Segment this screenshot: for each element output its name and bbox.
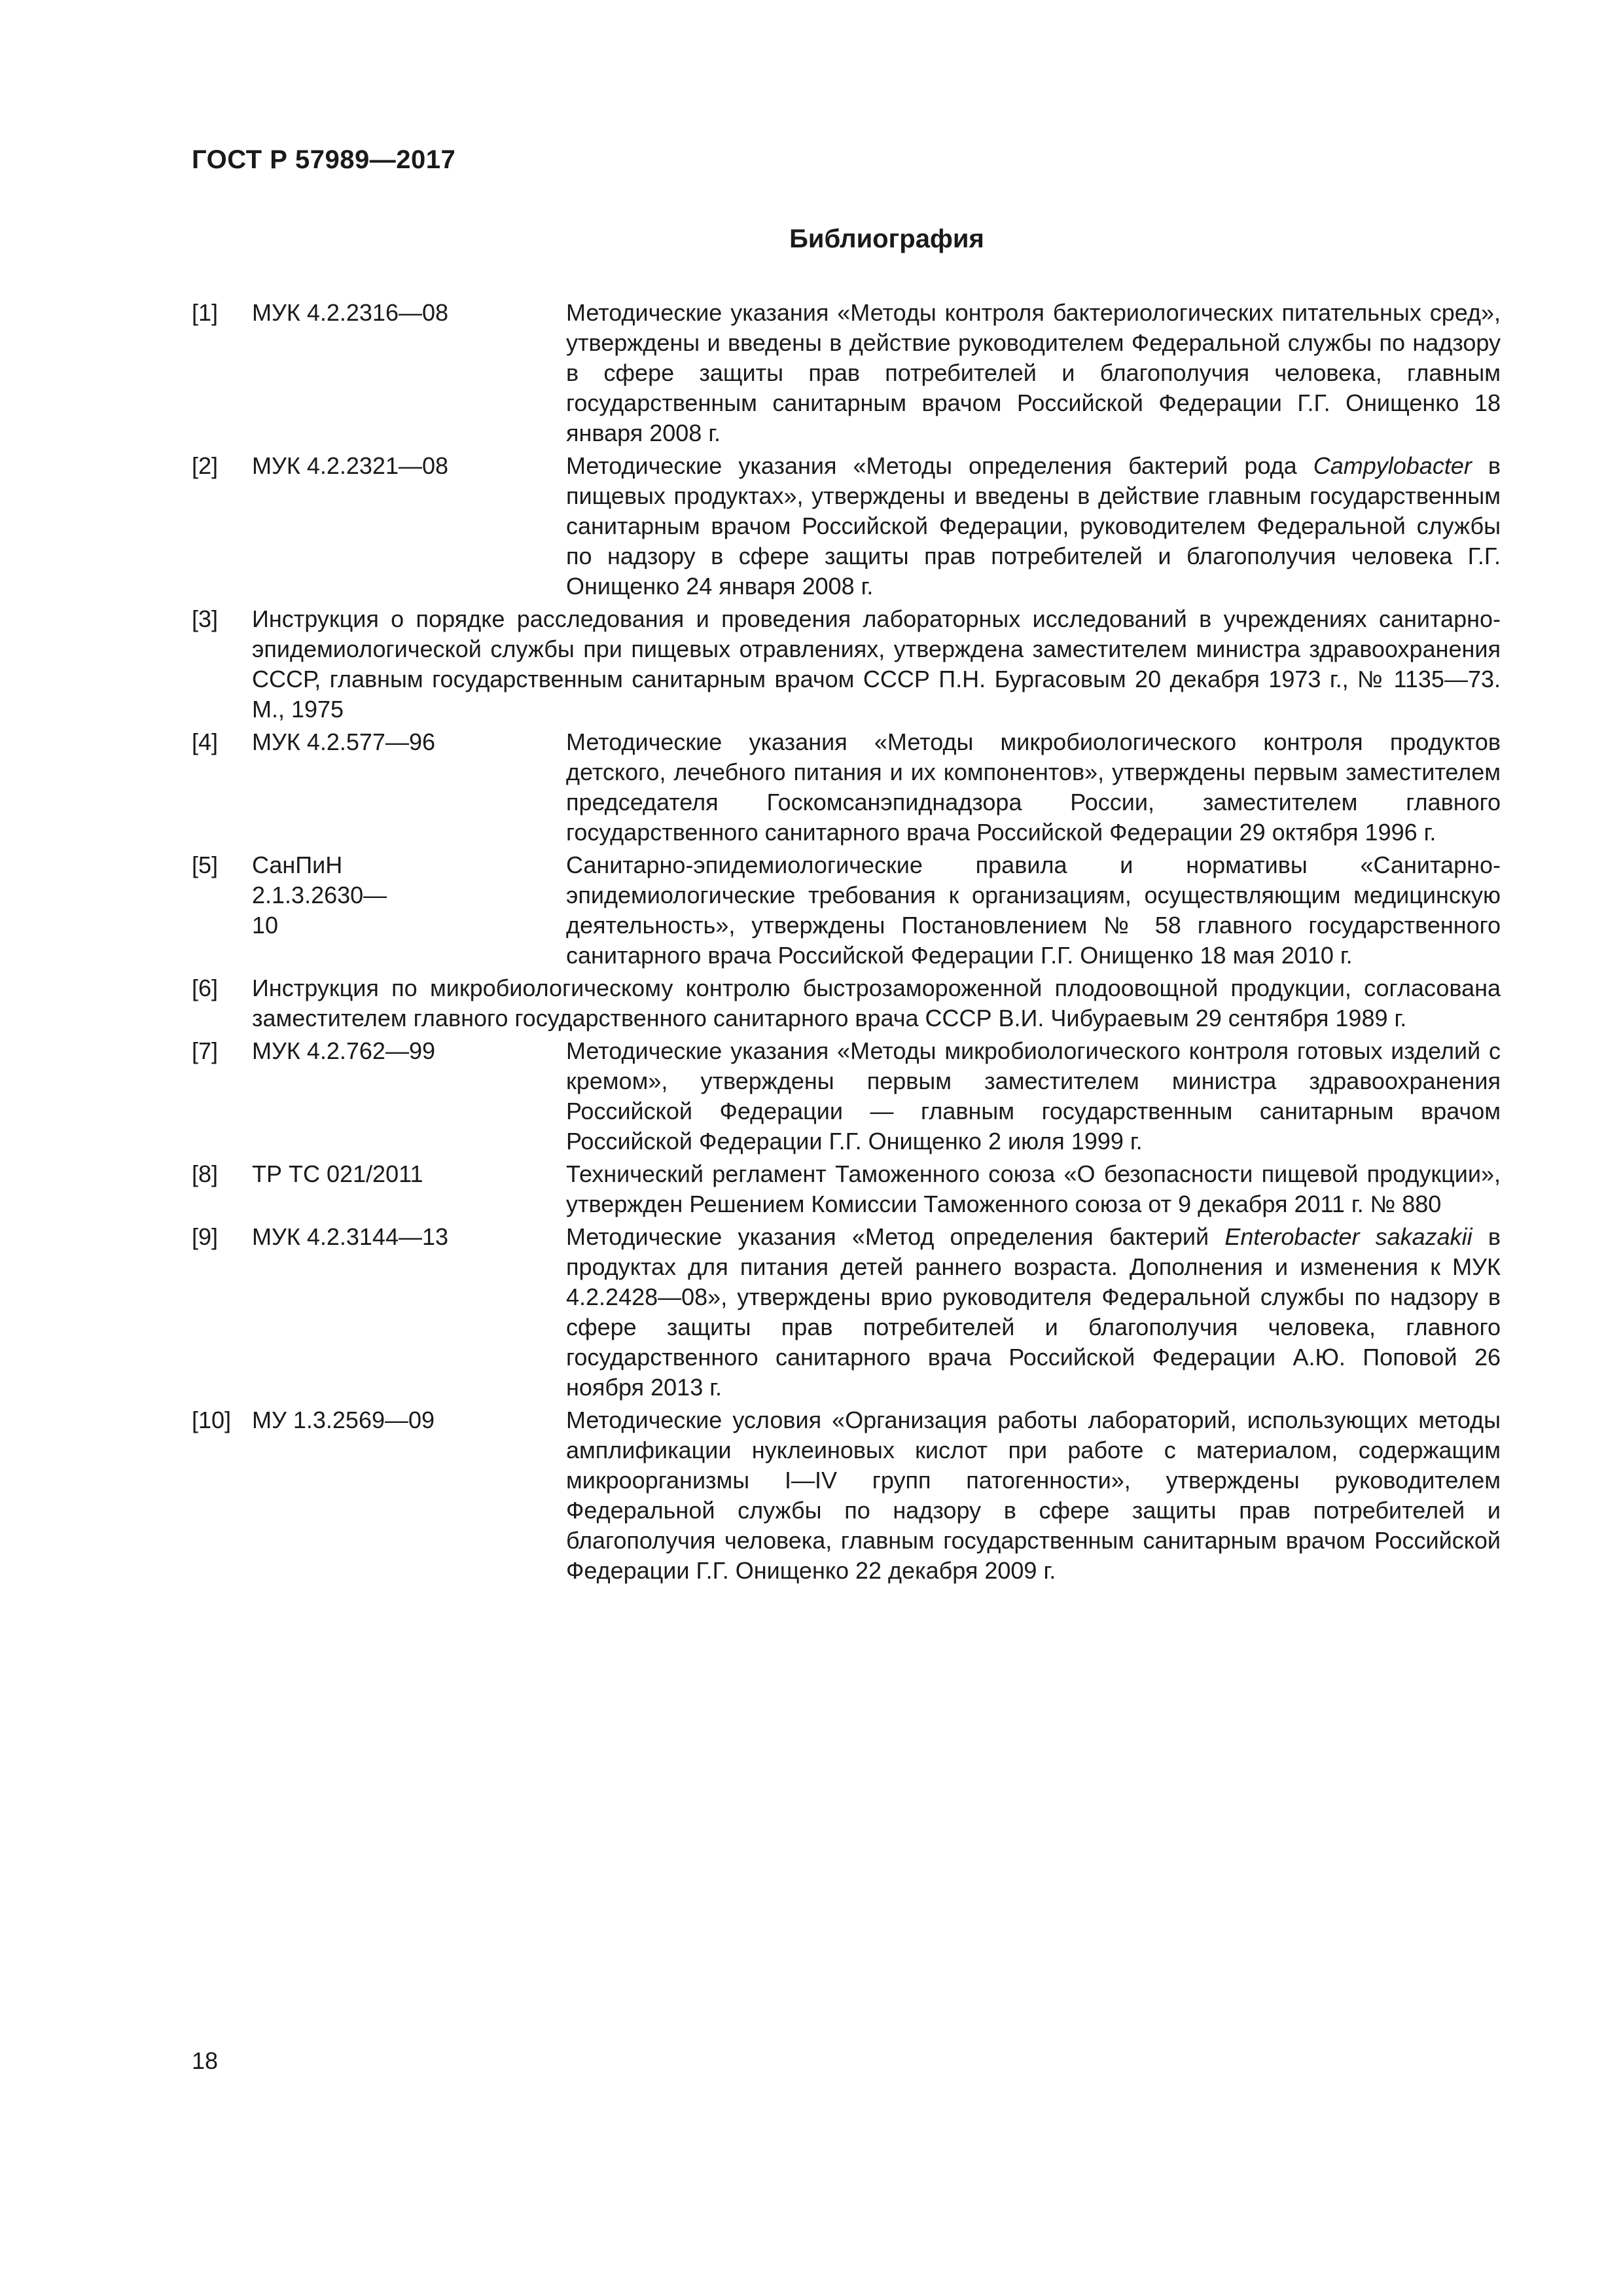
entry-code: МУК 4.2.2316—08: [252, 299, 449, 326]
entry-description: Инструкция о порядке расследования и проведения лабораторных исследований в учреждениях санитарно-эпидемиологической службы при пищевых отравлениях, утверждена заместителем министра здравоохранения СССР, главным государственным санитарным врачом СССР П.Н. Бургасовым 20 декабря 1973 г., № 1135—73. М., 1975: [252, 605, 1501, 723]
document-header: ГОСТ Р 57989—2017: [192, 145, 456, 174]
entry-description-italic: Enterobacter sakazakii: [1224, 1223, 1472, 1250]
entry-description-italic: Campylobacter: [1313, 452, 1472, 479]
entry-number: [9]: [192, 1223, 219, 1250]
page-number: 18: [192, 2047, 219, 2074]
bibliography-entry: [192, 1405, 1501, 1586]
entry-number: [3]: [192, 605, 219, 632]
entry-number: [2]: [192, 452, 219, 479]
bibliography-entry: [192, 1036, 1501, 1157]
entry-number: [5]: [192, 852, 219, 878]
bibliography-entry: [192, 604, 1501, 725]
entry-description: Санитарно-эпидемиологические правила и нормативы «Санитарно-эпидемиологические требования к организациям, осуществляющим медицинскую деятельность», утверждены Постановлением № 58 главного государственного санитарного врача Российской Федерации Г.Г. Онищенко 18 мая 2010 г.: [566, 852, 1501, 969]
bibliography-entry: [192, 1222, 1501, 1403]
entry-description: Методические указания «Методы микробиологического контроля продуктов детского, лечебного питания и их компонентов», утверждены первым заместителем председателя Госкомсанэпиднадзора России, заместителем главного государственного санитарного врача Российской Федерации 29 октября 1996 г.: [566, 728, 1501, 846]
entry-number: [10]: [192, 1407, 232, 1433]
entry-description: Методические условия «Организация работы лабораторий, использующих методы амплификации нуклеиновых кислот при работе с материалом, содержащим микроорганизмы I—IV групп патогенности», утверждены руководителем Федеральной службы по надзору в сфере защиты прав потребителей и благополучия человека, главным государственным санитарным врачом Российской Федерации Г.Г. Онищенко 22 декабря 2009 г.: [566, 1407, 1501, 1584]
entry-number: [4]: [192, 728, 219, 755]
entry-description: Методические указания «Методы микробиологического контроля готовых изделий с кремом», утверждены первым заместителем министра здравоохранения Российской Федерации — главным государственным санитарным врачом Российской Федерации Г.Г. Онищенко 2 июля 1999 г.: [566, 1037, 1501, 1155]
entry-description: [566, 1222, 1501, 1403]
entry-number: [6]: [192, 975, 219, 1001]
entry-description: Технический регламент Таможенного союза «О безопасности пищевой продукции», утвержден Решением Комиссии Таможенного союза от 9 декабря 2011 г. № 880: [566, 1160, 1501, 1217]
bibliography-entry: [192, 1159, 1501, 1219]
entry-description: [566, 451, 1501, 601]
bibliography-entry: [192, 850, 1501, 971]
entry-number: [7]: [192, 1037, 219, 1064]
entry-code: МУК 4.2.2321—08: [252, 452, 449, 479]
entry-code: МУК 4.2.762—99: [252, 1037, 435, 1064]
entry-code: МУК 4.2.577—96: [252, 728, 435, 755]
entry-number: [8]: [192, 1160, 219, 1187]
bibliography-entry: [192, 451, 1501, 601]
entry-description: Методические указания «Методы контроля бактериологических питательных сред», утверждены и введены в действие руководителем Федеральной службы по надзору в сфере защиты прав потребителей и благополучия человека, главным государственным санитарным врачом Российской Федерации Г.Г. Онищенко 18 января 2008 г.: [566, 299, 1501, 446]
entry-description-text: Методические указания «Метод определения бактерий: [566, 1223, 1225, 1250]
entry-description: Инструкция по микробиологическому контролю быстрозамороженной плодоовощной продукции, согласована заместителем главного государственного санитарного врача СССР В.И. Чибураевым 29 сентября 1989 г.: [252, 975, 1501, 1031]
entry-code: СанПиН 2.1.3.2630—10: [252, 852, 387, 939]
section-title: Библиография: [789, 224, 984, 253]
entry-number: [1]: [192, 299, 219, 326]
entry-code: ТР ТС 021/2011: [252, 1160, 423, 1187]
bibliography-list: [192, 298, 1501, 1588]
bibliography-entry: [192, 973, 1501, 1033]
entry-description-text: в продуктах для питания детей раннего возраста. Дополнения и изменения к МУК 4.2.2428—08», утверждены врио руководителя Федеральной службы по надзору в сфере защиты прав потребителей и благополучия человека, главного государственного санитарного врача Российской Федерации А.Ю. Поповой 26 ноября 2013 г.: [566, 1223, 1501, 1401]
entry-code: МУК 4.2.3144—13: [252, 1223, 449, 1250]
bibliography-entry: [192, 298, 1501, 448]
entry-description-text: в пищевых продуктах», утверждены и введены в действие главным государственным санитарным врачом Российской Федерации, руководителем Федеральной службы по надзору в сфере защиты прав потребителей и благополучия человека Г.Г. Онищенко 24 января 2008 г.: [566, 452, 1501, 600]
entry-code: МУ 1.3.2569—09: [252, 1407, 435, 1433]
entry-description-text: Методические указания «Методы определения бактерий рода: [566, 452, 1313, 479]
bibliography-entry: [192, 727, 1501, 848]
